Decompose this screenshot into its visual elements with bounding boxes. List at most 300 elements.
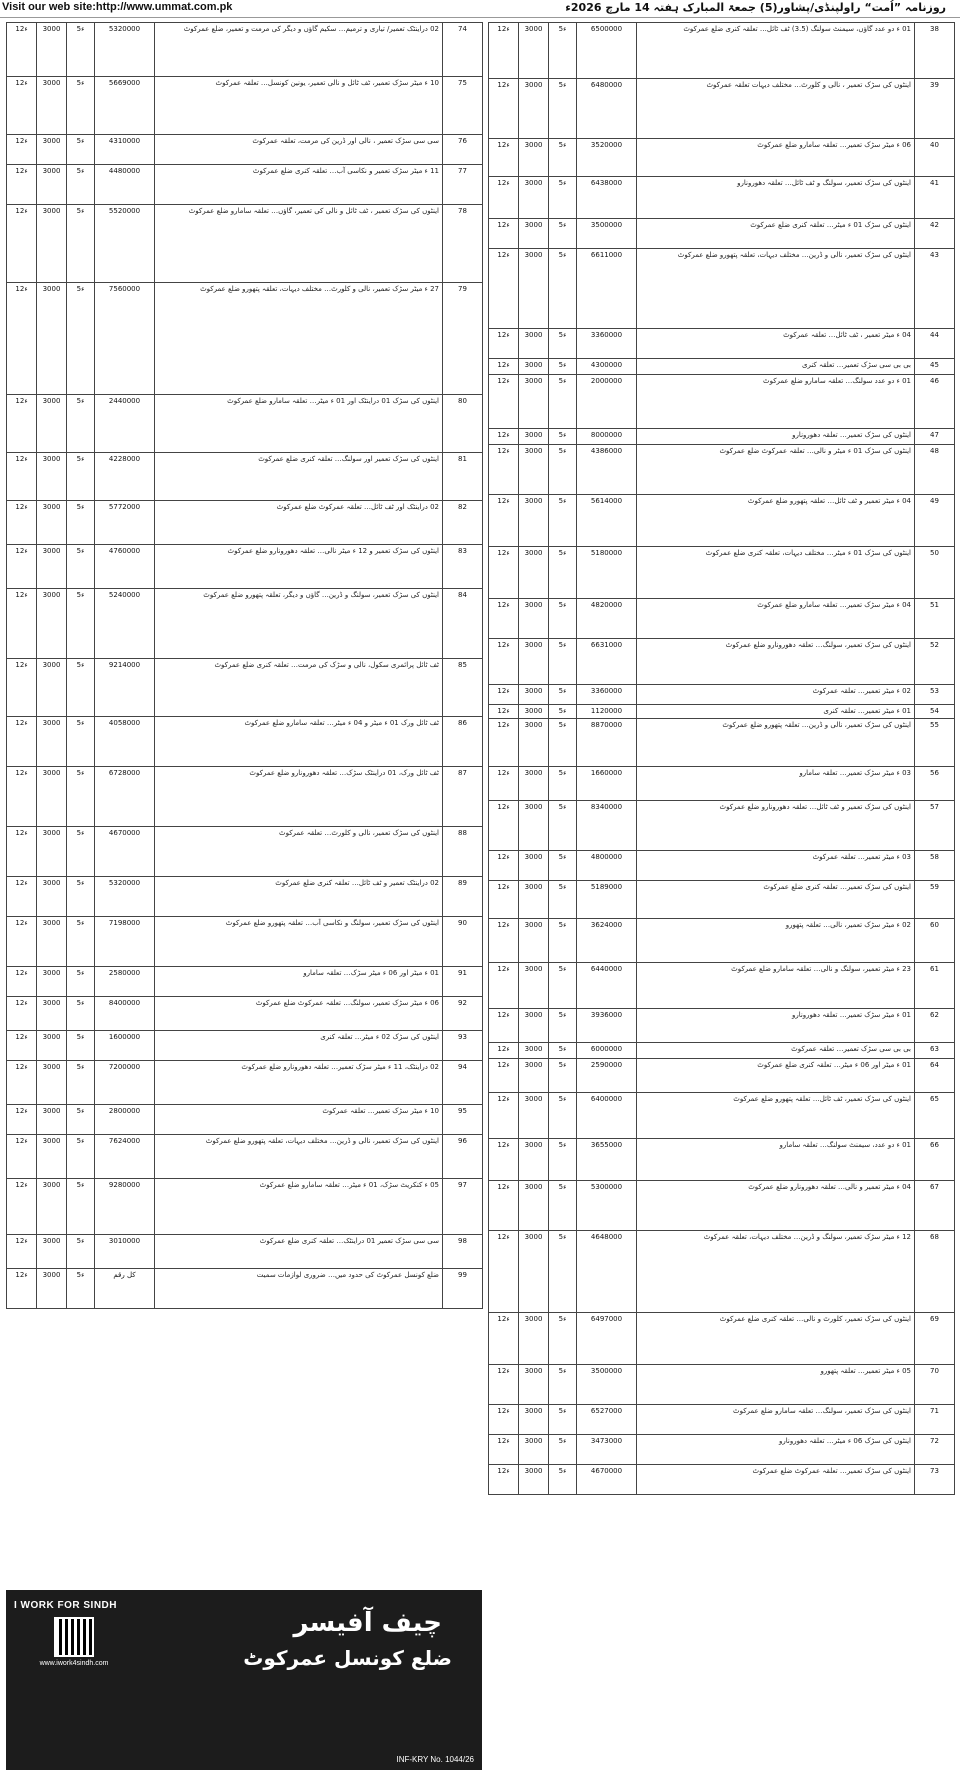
fee-cell: 3000 xyxy=(37,1179,67,1235)
description-cell: اینٹوں کی سڑک تعمیر… تعلقہ عمرکوٹ ضلع عمرکوٹ xyxy=(637,1465,915,1495)
serial-number-cell: 86 xyxy=(443,717,483,767)
validity-cell: 12ء xyxy=(489,801,519,851)
table-row xyxy=(489,1405,955,1435)
cost-cell: 8340000 xyxy=(577,801,637,851)
cost-cell: 4300000 xyxy=(577,359,637,375)
table-row xyxy=(7,917,483,967)
time-cell: 5ء xyxy=(549,1405,577,1435)
fee-cell: 3000 xyxy=(519,881,549,919)
validity-cell: 12ء xyxy=(7,545,37,589)
time-cell: 5ء xyxy=(549,329,577,359)
serial-number-cell: 61 xyxy=(915,963,955,1009)
fee-cell: 3000 xyxy=(37,877,67,917)
serial-number-cell: 66 xyxy=(915,1139,955,1181)
description-cell: 02 دراینٹک تعمیر و ٹف ٹائل… تعلقہ کنری ضلع عمرکوٹ xyxy=(155,877,443,917)
fee-cell: 3000 xyxy=(519,445,549,495)
fee-cell: 3000 xyxy=(519,1181,549,1231)
table-row xyxy=(7,1061,483,1105)
inf-number: INF-KRY No. 1044/26 xyxy=(396,1755,474,1764)
time-cell: 5ء xyxy=(67,877,95,917)
cost-cell: 1600000 xyxy=(95,1031,155,1061)
table-row xyxy=(489,139,955,177)
table-row xyxy=(489,1093,955,1139)
fee-cell: 3000 xyxy=(519,1405,549,1435)
cost-cell: 4800000 xyxy=(577,851,637,881)
validity-cell: 12ء xyxy=(489,1009,519,1043)
serial-number-cell: 60 xyxy=(915,919,955,963)
fee-cell: 3000 xyxy=(519,429,549,445)
description-cell: اینٹوں کی سڑک 01 دراینٹک اور 01 ء میٹر… تعلقہ سامارو ضلع عمرکوٹ xyxy=(155,395,443,453)
serial-number-cell: 96 xyxy=(443,1135,483,1179)
time-cell: 5ء xyxy=(549,219,577,249)
cost-cell: 5240000 xyxy=(95,589,155,659)
validity-cell: 12ء xyxy=(489,139,519,177)
serial-number-cell: 70 xyxy=(915,1365,955,1405)
serial-number-cell: 92 xyxy=(443,997,483,1031)
cost-cell: 6440000 xyxy=(577,963,637,1009)
description-cell: سی سی سڑک تعمیر 01 دراینٹک… تعلقہ کنری ضلع عمرکوٹ xyxy=(155,1235,443,1269)
validity-cell: 12ء xyxy=(489,177,519,219)
time-cell: 5ء xyxy=(549,429,577,445)
description-cell: اینٹوں کی سڑک تعمیر، سولنگ و ڈرین… گاؤں و دیگر، تعلقہ پتھورو ضلع عمرکوٹ xyxy=(155,589,443,659)
cost-cell: 5189000 xyxy=(577,881,637,919)
description-cell: اینٹوں کی سڑک تعمیر، نالی و ڈرین… تعلقہ پتھورو ضلع عمرکوٹ xyxy=(637,719,915,767)
validity-cell: 12ء xyxy=(489,1059,519,1093)
time-cell: 5ء xyxy=(67,501,95,545)
description-cell: اینٹوں کی سڑک تعمیر… تعلقہ دھورونارو xyxy=(637,429,915,445)
validity-cell: 12ء xyxy=(489,881,519,919)
validity-cell: 12ء xyxy=(7,1235,37,1269)
validity-cell: 12ء xyxy=(489,1313,519,1365)
table-row xyxy=(489,599,955,639)
fee-cell: 3000 xyxy=(37,545,67,589)
time-cell: 5ء xyxy=(67,1105,95,1135)
validity-cell: 12ء xyxy=(7,165,37,205)
serial-number-cell: 55 xyxy=(915,719,955,767)
cost-cell: 2800000 xyxy=(95,1105,155,1135)
table-row xyxy=(7,659,483,717)
validity-cell: 12ء xyxy=(489,359,519,375)
table-row xyxy=(489,1009,955,1043)
serial-number-cell: 39 xyxy=(915,79,955,139)
cost-cell: 4386000 xyxy=(577,445,637,495)
description-cell: 06 ء میٹر سڑک تعمیر، سولنگ… تعلقہ عمرکوٹ ضلع عمرکوٹ xyxy=(155,997,443,1031)
time-cell: 5ء xyxy=(549,375,577,429)
serial-number-cell: 41 xyxy=(915,177,955,219)
description-cell: 27 ء میٹر سڑک تعمیر، نالی و کلورٹ… مختلف دیہات، تعلقہ پتھورو ضلع عمرکوٹ xyxy=(155,283,443,395)
table-row xyxy=(489,249,955,329)
fee-cell: 3000 xyxy=(519,1009,549,1043)
fee-cell: 3000 xyxy=(37,23,67,77)
table-row xyxy=(7,827,483,877)
description-cell: اینٹوں کی سڑک تعمیر، سولنگ و نکاسی آب… تعلقہ پتھورو ضلع عمرکوٹ xyxy=(155,917,443,967)
description-cell: 05 ء کنکریٹ سڑک، 01 ء میٹر… تعلقہ سامارو ضلع عمرکوٹ xyxy=(155,1179,443,1235)
description-cell: اینٹوں کی سڑک 01 ء میٹر… مختلف دیہات، تعلقہ کنری ضلع عمرکوٹ xyxy=(637,547,915,599)
fee-cell: 3000 xyxy=(519,1059,549,1093)
time-cell: 5ء xyxy=(67,205,95,283)
fee-cell: 3000 xyxy=(37,589,67,659)
fee-cell: 3000 xyxy=(37,1105,67,1135)
cost-cell: 9214000 xyxy=(95,659,155,717)
table-row xyxy=(7,967,483,997)
serial-number-cell: 49 xyxy=(915,495,955,547)
serial-number-cell: 95 xyxy=(443,1105,483,1135)
cost-cell: کل رقم xyxy=(95,1269,155,1309)
cost-cell: 3655000 xyxy=(577,1139,637,1181)
cost-cell: 2440000 xyxy=(95,395,155,453)
validity-cell: 12ء xyxy=(7,395,37,453)
fee-cell: 3000 xyxy=(519,219,549,249)
fee-cell: 3000 xyxy=(37,1135,67,1179)
description-cell: 11 ء میٹر سڑک تعمیر و نکاسی آب… تعلقہ کنری ضلع عمرکوٹ xyxy=(155,165,443,205)
description-cell: ٹف ٹائل ورک، 01 دراینٹک سڑک… تعلقہ دھورونارو ضلع عمرکوٹ xyxy=(155,767,443,827)
fee-cell: 3000 xyxy=(37,395,67,453)
description-cell: 10 ء میٹر سڑک تعمیر… تعلقہ عمرکوٹ xyxy=(155,1105,443,1135)
logo-text: I WORK FOR SINDH xyxy=(14,1600,117,1611)
description-cell: اینٹوں کی سڑک 02 ء میٹر… تعلقہ کنری xyxy=(155,1031,443,1061)
time-cell: 5ء xyxy=(549,1181,577,1231)
serial-number-cell: 98 xyxy=(443,1235,483,1269)
time-cell: 5ء xyxy=(549,359,577,375)
cost-cell: 6400000 xyxy=(577,1093,637,1139)
validity-cell: 12ء xyxy=(7,1061,37,1105)
cost-cell: 3360000 xyxy=(577,685,637,705)
serial-number-cell: 57 xyxy=(915,801,955,851)
validity-cell: 12ء xyxy=(489,1139,519,1181)
fee-cell: 3000 xyxy=(519,1139,549,1181)
time-cell: 5ء xyxy=(67,1235,95,1269)
cost-cell: 7560000 xyxy=(95,283,155,395)
time-cell: 5ء xyxy=(549,79,577,139)
description-cell: 02 دراینٹک اور ٹف ٹائل… تعلقہ عمرکوٹ ضلع عمرکوٹ xyxy=(155,501,443,545)
description-cell: 03 ء میٹر سڑک تعمیر… تعلقہ سامارو xyxy=(637,767,915,801)
fee-cell: 3000 xyxy=(519,1313,549,1365)
serial-number-cell: 83 xyxy=(443,545,483,589)
serial-number-cell: 74 xyxy=(443,23,483,77)
time-cell: 5ء xyxy=(549,1059,577,1093)
serial-number-cell: 72 xyxy=(915,1435,955,1465)
serial-number-cell: 56 xyxy=(915,767,955,801)
validity-cell: 12ء xyxy=(7,1135,37,1179)
table-row xyxy=(7,1235,483,1269)
validity-cell: 12ء xyxy=(489,1365,519,1405)
serial-number-cell: 76 xyxy=(443,135,483,165)
time-cell: 5ء xyxy=(549,881,577,919)
description-cell: 02 ء میٹر سڑک تعمیر، نالی… تعلقہ پتھورو xyxy=(637,919,915,963)
fee-cell: 3000 xyxy=(37,967,67,997)
validity-cell: 12ء xyxy=(489,719,519,767)
time-cell: 5ء xyxy=(549,599,577,639)
description-cell: اینٹوں کی سڑک تعمیر، نالی و ڈرین… مختلف دیہات، تعلقہ پتھورو ضلع عمرکوٹ xyxy=(637,249,915,329)
table-row xyxy=(7,453,483,501)
validity-cell: 12ء xyxy=(489,599,519,639)
description-cell: سی سی سڑک تعمیر ، نالی اور ڈرین کی مرمت، تعلقہ عمرکوٹ xyxy=(155,135,443,165)
validity-cell: 12ء xyxy=(7,205,37,283)
serial-number-cell: 52 xyxy=(915,639,955,685)
cost-cell: 6728000 xyxy=(95,767,155,827)
description-cell: 01 ء میٹر سڑک تعمیر… تعلقہ دھورونارو xyxy=(637,1009,915,1043)
cost-cell: 6611000 xyxy=(577,249,637,329)
table-row xyxy=(7,717,483,767)
table-row xyxy=(489,1465,955,1495)
validity-cell: 12ء xyxy=(489,1181,519,1231)
time-cell: 5ء xyxy=(67,453,95,501)
fee-cell: 3000 xyxy=(37,767,67,827)
description-cell: اینٹوں کی سڑک 06 ء میٹر… تعلقہ دھورونارو xyxy=(637,1435,915,1465)
table-row xyxy=(489,639,955,685)
serial-number-cell: 50 xyxy=(915,547,955,599)
validity-cell: 12ء xyxy=(7,767,37,827)
table-row xyxy=(489,445,955,495)
table-row xyxy=(489,23,955,79)
table-row xyxy=(7,1105,483,1135)
fee-cell: 3000 xyxy=(519,359,549,375)
table-row xyxy=(489,851,955,881)
fee-cell: 3000 xyxy=(519,495,549,547)
validity-cell: 12ء xyxy=(7,997,37,1031)
cost-cell: 4058000 xyxy=(95,717,155,767)
fee-cell: 3000 xyxy=(519,1043,549,1059)
serial-number-cell: 71 xyxy=(915,1405,955,1435)
validity-cell: 12ء xyxy=(7,77,37,135)
description-cell: 04 ء میٹر تعمیر و ٹف ٹائل… تعلقہ پتھورو ضلع عمرکوٹ xyxy=(637,495,915,547)
time-cell: 5ء xyxy=(549,1009,577,1043)
table-row xyxy=(489,1231,955,1313)
cost-cell: 3500000 xyxy=(577,1365,637,1405)
validity-cell: 12ء xyxy=(489,685,519,705)
validity-cell: 12ء xyxy=(489,919,519,963)
fee-cell: 3000 xyxy=(519,919,549,963)
description-cell: 02 دراینٹک، 11 ء میٹر سڑک تعمیر… تعلقہ دھورونارو ضلع عمرکوٹ xyxy=(155,1061,443,1105)
description-cell: اینٹوں کی سڑک تعمیر، سولنگ و ٹف ٹائل… تعلقہ دھورونارو xyxy=(637,177,915,219)
time-cell: 5ء xyxy=(549,1313,577,1365)
validity-cell: 12ء xyxy=(489,329,519,359)
cost-cell: 6500000 xyxy=(577,23,637,79)
fee-cell: 3000 xyxy=(37,135,67,165)
validity-cell: 12ء xyxy=(7,877,37,917)
description-cell: 01 ء دو عدد سولنگ… تعلقہ سامارو ضلع عمرکوٹ xyxy=(637,375,915,429)
serial-number-cell: 47 xyxy=(915,429,955,445)
time-cell: 5ء xyxy=(67,767,95,827)
table-row xyxy=(7,1179,483,1235)
fee-cell: 3000 xyxy=(37,205,67,283)
time-cell: 5ء xyxy=(67,997,95,1031)
time-cell: 5ء xyxy=(67,967,95,997)
description-cell: ٹف ٹائل پرائمری سکول، نالی و سڑک کی مرمت… تعلقہ کنری ضلع عمرکوٹ xyxy=(155,659,443,717)
validity-cell: 12ء xyxy=(489,429,519,445)
fee-cell: 3000 xyxy=(519,801,549,851)
officer-department: ضلع کونسل عمرکوٹ xyxy=(243,1646,452,1670)
time-cell: 5ء xyxy=(67,77,95,135)
table-row xyxy=(7,501,483,545)
time-cell: 5ء xyxy=(67,1061,95,1105)
table-row xyxy=(7,205,483,283)
cost-cell: 9280000 xyxy=(95,1179,155,1235)
description-cell: 12 ء میٹر سڑک تعمیر، سولنگ و ڈرین… مختلف دیہات، تعلقہ عمرکوٹ xyxy=(637,1231,915,1313)
time-cell: 5ء xyxy=(549,1365,577,1405)
logo-url: www.iwork4sindh.com xyxy=(39,1660,109,1667)
fee-cell: 3000 xyxy=(37,165,67,205)
serial-number-cell: 42 xyxy=(915,219,955,249)
serial-number-cell: 40 xyxy=(915,139,955,177)
time-cell: 5ء xyxy=(549,705,577,719)
serial-number-cell: 78 xyxy=(443,205,483,283)
cost-cell: 8870000 xyxy=(577,719,637,767)
description-cell: اینٹوں کی سڑک تعمیر اور سولنگ… تعلقہ کنری ضلع عمرکوٹ xyxy=(155,453,443,501)
table-row xyxy=(489,79,955,139)
fee-cell: 3000 xyxy=(37,1031,67,1061)
validity-cell: 12ء xyxy=(489,963,519,1009)
serial-number-cell: 65 xyxy=(915,1093,955,1139)
fee-cell: 3000 xyxy=(519,599,549,639)
table-row xyxy=(7,545,483,589)
cost-cell: 7198000 xyxy=(95,917,155,967)
table-row xyxy=(7,1135,483,1179)
description-cell: اینٹوں کی سڑک 01 ء میٹر… تعلقہ کنری ضلع عمرکوٹ xyxy=(637,219,915,249)
serial-number-cell: 91 xyxy=(443,967,483,997)
cost-cell: 3520000 xyxy=(577,139,637,177)
table-row xyxy=(489,963,955,1009)
description-cell: اینٹوں کی سڑک تعمیر، نالی و ڈرین… مختلف دیہات، تعلقہ پتھورو ضلع عمرکوٹ xyxy=(155,1135,443,1179)
validity-cell: 12ء xyxy=(7,827,37,877)
cost-cell: 3010000 xyxy=(95,1235,155,1269)
serial-number-cell: 46 xyxy=(915,375,955,429)
time-cell: 5ء xyxy=(67,827,95,877)
time-cell: 5ء xyxy=(549,639,577,685)
description-cell: 06 ء میٹر سڑک تعمیر… تعلقہ سامارو ضلع عمرکوٹ xyxy=(637,139,915,177)
iwork4sindh-logo xyxy=(14,1600,134,1680)
validity-cell: 12ء xyxy=(489,767,519,801)
description-cell: اینٹوں کی سڑک تعمیر… تعلقہ کنری ضلع عمرکوٹ xyxy=(637,881,915,919)
table-row xyxy=(489,1043,955,1059)
table-row xyxy=(7,877,483,917)
table-row xyxy=(489,359,955,375)
cost-cell: 1120000 xyxy=(577,705,637,719)
time-cell: 5ء xyxy=(549,23,577,79)
validity-cell: 12ء xyxy=(7,717,37,767)
description-cell: 01 ء دو عدد گاؤں، سیمنٹ سولنگ (3.5) ٹف ٹائل… تعلقہ کنری ضلع عمرکوٹ xyxy=(637,23,915,79)
fee-cell: 3000 xyxy=(37,1235,67,1269)
fee-cell: 3000 xyxy=(37,501,67,545)
serial-number-cell: 38 xyxy=(915,23,955,79)
fee-cell: 3000 xyxy=(37,659,67,717)
advertiser-footer xyxy=(6,1590,482,1770)
validity-cell: 12ء xyxy=(489,1465,519,1495)
table-row xyxy=(7,997,483,1031)
serial-number-cell: 75 xyxy=(443,77,483,135)
right-tender-column xyxy=(488,22,954,1495)
serial-number-cell: 99 xyxy=(443,1269,483,1309)
description-cell: اینٹوں کی سڑک تعمیر، ٹف ٹائل… تعلقہ پتھورو ضلع عمرکوٹ xyxy=(637,1093,915,1139)
serial-number-cell: 54 xyxy=(915,705,955,719)
cost-cell: 5772000 xyxy=(95,501,155,545)
cost-cell: 6527000 xyxy=(577,1405,637,1435)
time-cell: 5ء xyxy=(67,1269,95,1309)
time-cell: 5ء xyxy=(549,963,577,1009)
validity-cell: 12ء xyxy=(7,23,37,77)
fee-cell: 3000 xyxy=(37,1269,67,1309)
cost-cell: 7624000 xyxy=(95,1135,155,1179)
fee-cell: 3000 xyxy=(519,767,549,801)
description-cell: 02 ء میٹر تعمیر… تعلقہ عمرکوٹ xyxy=(637,685,915,705)
serial-number-cell: 81 xyxy=(443,453,483,501)
cost-cell: 3500000 xyxy=(577,219,637,249)
validity-cell: 12ء xyxy=(7,501,37,545)
time-cell: 5ء xyxy=(67,917,95,967)
description-cell: 04 ء میٹر سڑک تعمیر… تعلقہ سامارو ضلع عمرکوٹ xyxy=(637,599,915,639)
validity-cell: 12ء xyxy=(489,851,519,881)
description-cell: 10 ء میٹر سڑک تعمیر، ٹف ٹائل و نالی تعمیر، یونین کونسل… تعلقہ عمرکوٹ xyxy=(155,77,443,135)
serial-number-cell: 79 xyxy=(443,283,483,395)
description-cell: اینٹوں کی سڑک تعمیر، نالی و کلورٹ… تعلقہ عمرکوٹ xyxy=(155,827,443,877)
validity-cell: 12ء xyxy=(7,917,37,967)
fee-cell: 3000 xyxy=(519,851,549,881)
serial-number-cell: 45 xyxy=(915,359,955,375)
description-cell: 04 ء میٹر تعمیر و نالی… تعلقہ دھورونارو ضلع عمرکوٹ xyxy=(637,1181,915,1231)
fee-cell: 3000 xyxy=(519,1365,549,1405)
cost-cell: 5320000 xyxy=(95,877,155,917)
serial-number-cell: 48 xyxy=(915,445,955,495)
table-row xyxy=(7,77,483,135)
cost-cell: 4228000 xyxy=(95,453,155,501)
table-row xyxy=(489,767,955,801)
cost-cell: 7200000 xyxy=(95,1061,155,1105)
table-row xyxy=(7,23,483,77)
serial-number-cell: 44 xyxy=(915,329,955,359)
table-row xyxy=(489,919,955,963)
validity-cell: 12ء xyxy=(489,547,519,599)
time-cell: 5ء xyxy=(549,1139,577,1181)
time-cell: 5ء xyxy=(67,23,95,77)
serial-number-cell: 77 xyxy=(443,165,483,205)
time-cell: 5ء xyxy=(549,445,577,495)
fee-cell: 3000 xyxy=(519,249,549,329)
table-row xyxy=(489,375,955,429)
cost-cell: 4760000 xyxy=(95,545,155,589)
table-row xyxy=(7,767,483,827)
serial-number-cell: 88 xyxy=(443,827,483,877)
validity-cell: 12ء xyxy=(489,1093,519,1139)
website-url[interactable]: Visit our web site:http://www.ummat.com.pk xyxy=(2,1,233,13)
cost-cell: 5614000 xyxy=(577,495,637,547)
description-cell: اینٹوں کی سڑک تعمیر، سولنگ… تعلقہ دھورونارو ضلع عمرکوٹ xyxy=(637,639,915,685)
time-cell: 5ء xyxy=(67,1135,95,1179)
table-row xyxy=(489,329,955,359)
cost-cell: 6631000 xyxy=(577,639,637,685)
time-cell: 5ء xyxy=(549,547,577,599)
cost-cell: 5669000 xyxy=(95,77,155,135)
left-tender-column xyxy=(6,22,482,1309)
validity-cell: 12ء xyxy=(7,1269,37,1309)
time-cell: 5ء xyxy=(549,851,577,881)
description-cell: ضلع کونسل عمرکوٹ کی حدود میں… ضروری لوازمات سمیت xyxy=(155,1269,443,1309)
serial-number-cell: 58 xyxy=(915,851,955,881)
table-row xyxy=(489,685,955,705)
time-cell: 5ء xyxy=(67,545,95,589)
validity-cell: 12ء xyxy=(489,1405,519,1435)
table-row xyxy=(489,1365,955,1405)
table-row xyxy=(489,219,955,249)
time-cell: 5ء xyxy=(549,767,577,801)
description-cell: اینٹوں کی سڑک تعمیر و 12 ء میٹر نالی… تعلقہ دھورونارو ضلع عمرکوٹ xyxy=(155,545,443,589)
cost-cell: 5300000 xyxy=(577,1181,637,1231)
time-cell: 5ء xyxy=(549,685,577,705)
cost-cell: 4820000 xyxy=(577,599,637,639)
cost-cell: 6497000 xyxy=(577,1313,637,1365)
validity-cell: 12ء xyxy=(7,967,37,997)
table-row xyxy=(489,801,955,851)
description-cell: 23 ء میٹر تعمیر، سولنگ و نالی… تعلقہ سامارو ضلع عمرکوٹ xyxy=(637,963,915,1009)
